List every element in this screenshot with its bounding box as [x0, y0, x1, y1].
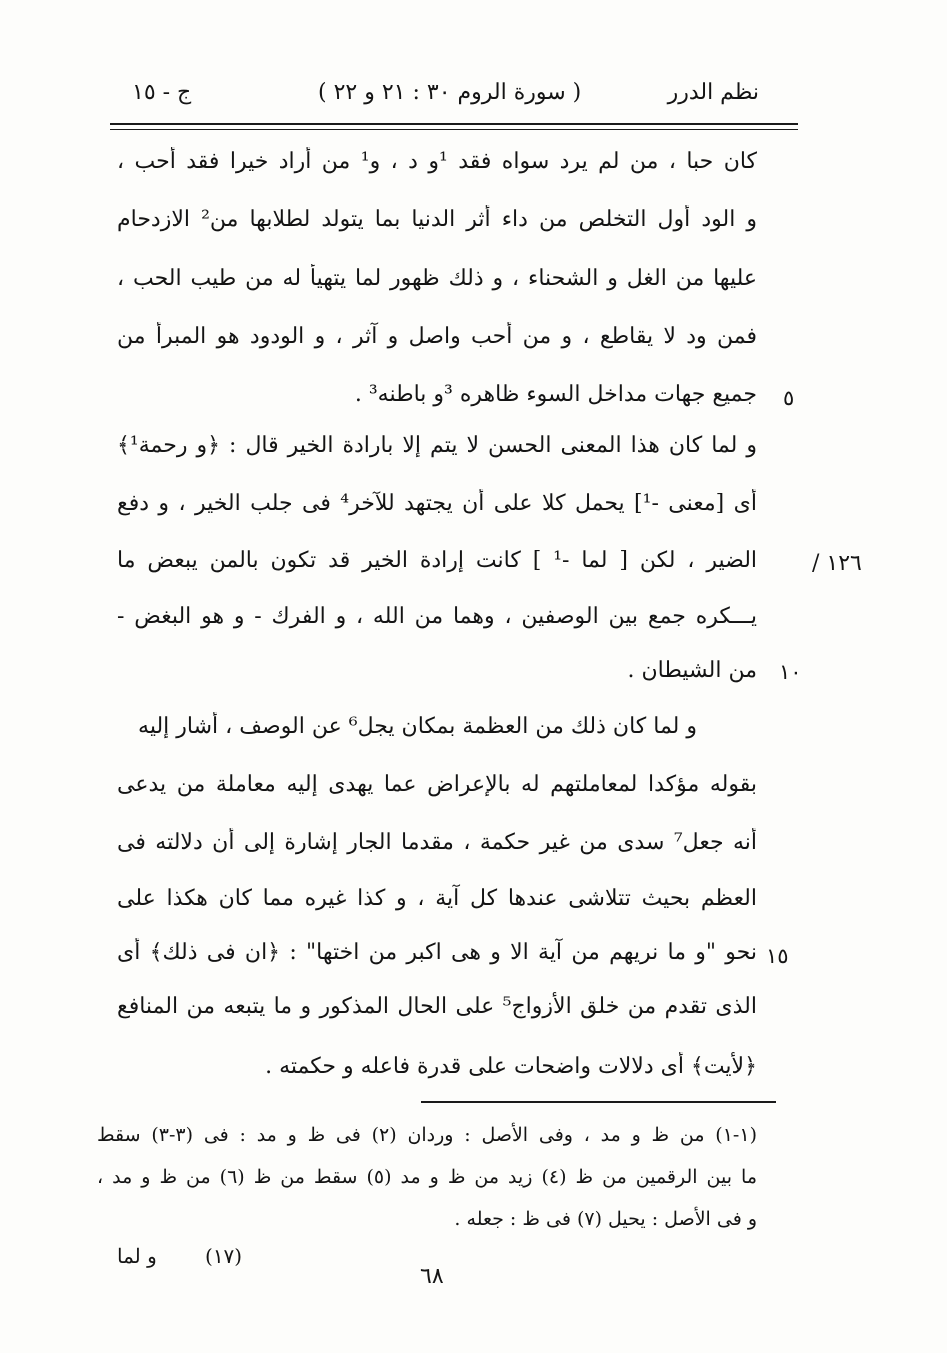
- text-line: بقوله مؤكدا لمعاملتهم له بالإعراض عما يهدى إليه معاملة من يدعى: [117, 772, 757, 797]
- text-line: و لما كان هذا المعنى الحسن لا يتم إلا بارادة الخير قال : ﴿و رحمة¹﴾: [117, 433, 757, 458]
- text-line: الضير ، لكن [ لما -¹ ] كانت إرادة الخير قد تكون بالمن يبعض ما: [117, 548, 757, 573]
- text-line: من الشيطان .: [627, 658, 757, 683]
- header-rule-thick: [110, 123, 798, 125]
- line-number: ١٥: [766, 944, 789, 968]
- footnote-rule: [421, 1101, 776, 1103]
- text-line: و لما كان ذلك من العظمة بمكان يجل⁶ عن الوصف ، أشار إليه: [138, 714, 697, 739]
- surah-reference: ( سورة الروم ٣٠ : ٢١ و ٢٢ ): [318, 80, 582, 105]
- signature-mark: (١٧): [205, 1244, 243, 1268]
- page-number: ٦٨: [420, 1264, 444, 1289]
- text-line: كان حبا ، من لم يرد سواه فقد ¹و د ، و¹ من أراد خيرا فقد أحب ،: [117, 149, 757, 174]
- text-line: يـــكره جمع بين الوصفين ، وهما من الله ، و الفرك - و هو البغض -: [117, 604, 757, 629]
- footnote-line: (١-١) من ظ و مد ، وفى الأصل : وردان (٢) فى ظ و مد : فى (٣-٣) سقط: [97, 1124, 757, 1146]
- text-line: أنه جعل⁷ سدى من غير حكمة ، مقدما الجار إشارة إلى أن دلالته فى: [117, 830, 757, 855]
- text-line: جميع جهات مداخل السوء ظاهره ³و باطنه³ .: [354, 382, 757, 407]
- footnote-line: ما بين الرقمين من ظ (٤) زيد من ظ و مد (٥) سقط من ظ (٦) من ظ و مد ،: [97, 1166, 757, 1188]
- running-title: نظم الدرر: [667, 80, 759, 105]
- text-line: عليها من الغل و الشحناء ، و ذلك ظهور لما يتهيأ له من طيب الحب ،: [117, 266, 757, 291]
- volume-number: ج - ١٥: [132, 80, 192, 105]
- text-line: و الود أول التخلص من داء أثر الدنيا بما يتولد لطلابها من² الازدحام: [117, 207, 757, 232]
- line-number: ١٠: [779, 660, 802, 684]
- header-rule-thin: [110, 129, 798, 130]
- text-line: فمن ود لا يقاطع ، و من أحب واصل و آثر ، و الودود هو المبرأ من: [117, 324, 757, 349]
- catchword: و لما: [117, 1244, 157, 1268]
- text-line: أى [معنى -¹] يحمل كلا على أن يجتهد للآخر⁴ فى جلب الخير ، و دفع: [117, 491, 757, 516]
- text-line: العظم بحيث تتلاشى عندها كل آية ، و كذا غيره مما كان هكذا على: [117, 886, 757, 911]
- text-line: نحو "و ما نريهم من آية الا و هى اكبر من اختها" : ﴿ان فى ذلك﴾ أى: [117, 940, 757, 965]
- footnote-line: و فى الأصل : يحيل (٧) فى ظ : جعله .: [454, 1208, 757, 1230]
- text-line: الذى تقدم من خلق الأزواج⁵ على الحال المذكور و ما يتبعه من المنافع: [117, 994, 757, 1019]
- line-number: ٥: [783, 386, 795, 410]
- manuscript-folio-note: ١٢٦ /: [812, 551, 862, 576]
- text-line: ﴿لأيت﴾ أى دلالات واضحات على قدرة فاعله و حكمته .: [265, 1054, 757, 1079]
